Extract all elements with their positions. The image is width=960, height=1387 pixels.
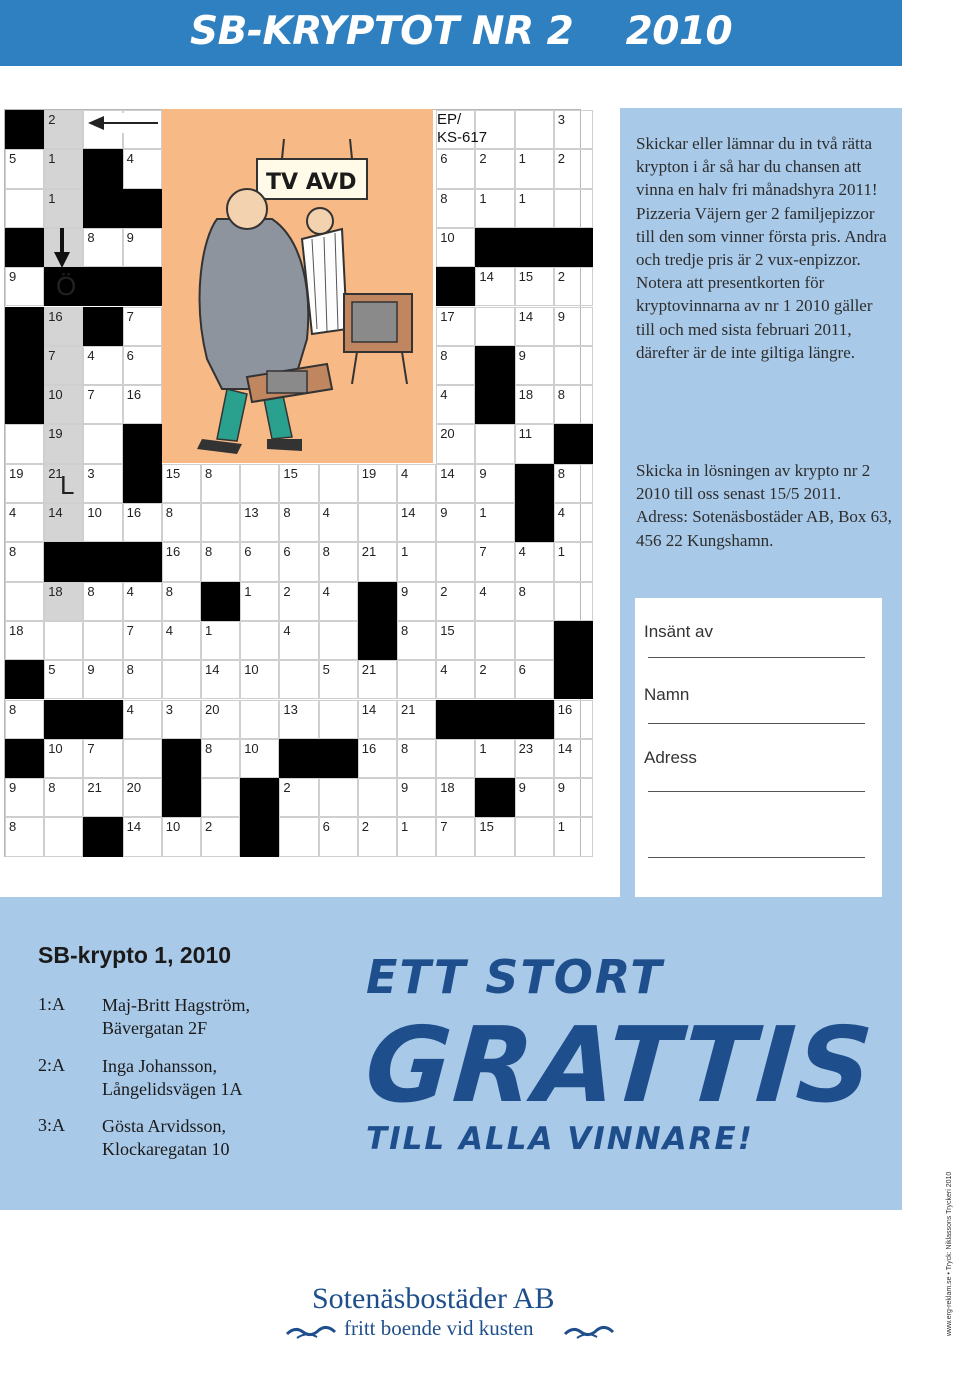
winner-name: Inga Johansson,	[102, 1056, 217, 1076]
hint-letter: Ö	[56, 271, 77, 301]
grid-cell[interactable]: 8	[5, 542, 44, 581]
grid-cell[interactable]: 21	[397, 700, 436, 739]
grid-cell[interactable]: 14	[358, 700, 397, 739]
grid-cell	[123, 424, 162, 463]
address-paragraph: Adress: Sotenäsbostäder AB, Box 63, 456 22 Kungshamn.	[636, 507, 892, 550]
grid-cell[interactable]: 15	[162, 464, 201, 503]
grid-cell[interactable]	[358, 503, 397, 542]
grid-cell	[240, 817, 279, 856]
grid-cell[interactable]: 8	[397, 621, 436, 660]
grid-cell[interactable]: 1	[554, 542, 593, 581]
grid-cell	[123, 542, 162, 581]
grid-cell[interactable]: 4	[554, 503, 593, 542]
grid-cell[interactable]: 21	[44, 464, 83, 503]
grid-cell[interactable]: 4	[123, 582, 162, 621]
grid-cell[interactable]: 4	[475, 582, 514, 621]
grid-cell[interactable]: 6	[515, 660, 554, 699]
grid-cell[interactable]: 8	[83, 582, 122, 621]
grid-cell[interactable]: 16	[554, 700, 593, 739]
grid-cell[interactable]: 3	[83, 464, 122, 503]
grid-cell	[279, 739, 318, 778]
grid-cell	[83, 307, 122, 346]
grid-cell	[123, 267, 162, 306]
winner-entry	[102, 1055, 242, 1101]
grid-cell[interactable]: 21	[358, 660, 397, 699]
congrats-line-2: GRATTIS	[361, 1004, 879, 1126]
grid-cell[interactable]: 2	[201, 817, 240, 856]
grid-cell	[554, 621, 593, 660]
rules-paragraph: Skickar eller lämnar du in två rätta krypton i år så har du chansen att vinna en halv fri månadshyra 2011! Pizzeria Väjern ger 2 familjepizzor till den som vinner första pris. Andra och tredje pris är 2 vux-enpizzor.	[636, 134, 887, 270]
grid-cell[interactable]	[5, 582, 44, 621]
grid-cell[interactable]: 1	[240, 582, 279, 621]
winner-entry	[102, 1115, 229, 1161]
grid-cell[interactable]: 1	[475, 503, 514, 542]
grid-cell[interactable]: 21	[358, 542, 397, 581]
grid-cell	[44, 542, 83, 581]
grid-cell	[83, 817, 122, 856]
grid-cell[interactable]: 8	[436, 189, 475, 228]
grid-cell[interactable]	[201, 778, 240, 817]
salesman-head	[307, 208, 333, 234]
grid-cell[interactable]: 8	[5, 700, 44, 739]
grid-cell	[240, 778, 279, 817]
grid-cell[interactable]: 21	[83, 778, 122, 817]
name-label: Namn	[644, 685, 690, 704]
grid-cell	[5, 385, 44, 424]
grid-cell[interactable]	[436, 739, 475, 778]
grid-cell[interactable]: 4	[319, 582, 358, 621]
grid-cell[interactable]: 14	[201, 660, 240, 699]
grid-cell[interactable]: 1	[44, 149, 83, 188]
grid-cell[interactable]	[554, 582, 593, 621]
grid-cell[interactable]: 2	[279, 582, 318, 621]
grid-cell[interactable]: 4	[123, 149, 162, 188]
address-label: Adress	[644, 748, 697, 767]
grid-cell[interactable]	[319, 700, 358, 739]
grid-cell[interactable]: 9	[475, 464, 514, 503]
grid-cell	[475, 385, 514, 424]
man-head	[227, 189, 267, 229]
arrow-left-icon	[86, 113, 160, 133]
grid-cell	[358, 582, 397, 621]
grid-cell	[515, 228, 554, 267]
grid-cell[interactable]: 6	[319, 817, 358, 856]
grid-cell[interactable]: 4	[279, 621, 318, 660]
winner-entry	[102, 994, 250, 1040]
grid-cell[interactable]: 5	[319, 660, 358, 699]
grid-cell[interactable]: 20	[436, 424, 475, 463]
grid-cell	[436, 700, 475, 739]
grid-cell[interactable]: 14	[515, 307, 554, 346]
sender-label: Insänt av	[644, 622, 713, 641]
grid-cell[interactable]: 8	[123, 660, 162, 699]
grid-cell[interactable]	[83, 424, 122, 463]
grid-cell[interactable]: 14	[397, 503, 436, 542]
grid-cell	[5, 739, 44, 778]
grid-cell	[44, 700, 83, 739]
grid-cell[interactable]	[44, 621, 83, 660]
grid-cell[interactable]: 4	[83, 346, 122, 385]
grid-cell	[436, 267, 475, 306]
grid-cell[interactable]: 9	[5, 778, 44, 817]
grid-cell	[5, 660, 44, 699]
cartoon-illustration	[162, 109, 433, 463]
grid-cell[interactable]: 9	[83, 660, 122, 699]
congrats-line-1: ETT STORT	[366, 950, 664, 1004]
grid-cell[interactable]: 7	[475, 542, 514, 581]
grid-cell	[554, 228, 593, 267]
grid-cell[interactable]: 18	[44, 582, 83, 621]
grid-cell[interactable]: 10	[240, 660, 279, 699]
grid-cell[interactable]: 8	[554, 385, 593, 424]
grid-cell[interactable]	[279, 817, 318, 856]
grid-cell[interactable]: 8	[201, 739, 240, 778]
rules-notice: Notera att presentkorten för kryptovinnarna av nr 1 2010 gäller till och med sista februari 2011, därefter är de inte giltiga längre.	[636, 273, 873, 362]
grid-cell[interactable]: 13	[279, 700, 318, 739]
grid-cell[interactable]: 7	[83, 739, 122, 778]
grid-cell[interactable]: 6	[240, 542, 279, 581]
grid-cell	[123, 189, 162, 228]
code-label: EP/ KS-617	[437, 111, 488, 146]
winner-street: Bävergatan 2F	[102, 1018, 208, 1038]
grid-cell	[5, 110, 44, 149]
company-tagline: fritt boende vid kusten	[344, 1316, 534, 1340]
grid-cell[interactable]: 5	[44, 660, 83, 699]
grid-cell[interactable]: 1	[397, 542, 436, 581]
grid-cell[interactable]: 2	[436, 582, 475, 621]
entry-form	[635, 598, 882, 898]
address-field[interactable]	[648, 791, 865, 792]
grid-cell[interactable]: 7	[123, 307, 162, 346]
rules-section	[636, 132, 892, 364]
grid-cell[interactable]: 9	[436, 503, 475, 542]
winner-name: Gösta Arvidsson,	[102, 1116, 227, 1136]
grid-cell[interactable]	[5, 189, 44, 228]
grid-cell	[475, 228, 514, 267]
grid-cell[interactable]: 2	[358, 817, 397, 856]
grid-cell[interactable]: 16	[162, 542, 201, 581]
grid-cell[interactable]: 8	[5, 817, 44, 856]
grid-cell[interactable]	[319, 621, 358, 660]
grid-cell	[475, 778, 514, 817]
grid-cell[interactable]: 4	[436, 660, 475, 699]
grid-cell[interactable]	[201, 503, 240, 542]
grid-cell[interactable]: 9	[123, 228, 162, 267]
grid-cell[interactable]	[475, 621, 514, 660]
grid-cell[interactable]: 7	[83, 385, 122, 424]
grid-cell[interactable]: 9	[554, 778, 593, 817]
grid-cell[interactable]: 5	[5, 149, 44, 188]
grid-cell[interactable]: 18	[436, 778, 475, 817]
grid-cell[interactable]: 7	[436, 817, 475, 856]
sender-field[interactable]	[648, 657, 865, 658]
grid-cell	[162, 739, 201, 778]
grid-cell[interactable]	[358, 778, 397, 817]
grid-cell[interactable]: 6	[123, 346, 162, 385]
grid-cell[interactable]: 8	[436, 346, 475, 385]
grid-cell	[123, 464, 162, 503]
grid-cell	[83, 189, 122, 228]
grid-cell[interactable]: 4	[515, 542, 554, 581]
grid-cell[interactable]	[5, 424, 44, 463]
grid-cell[interactable]: 4	[162, 621, 201, 660]
grid-cell[interactable]	[554, 189, 593, 228]
grid-cell[interactable]: 16	[358, 739, 397, 778]
grid-cell[interactable]: 20	[201, 700, 240, 739]
grid-cell	[358, 621, 397, 660]
grid-cell	[162, 778, 201, 817]
grid-cell[interactable]: 4	[5, 503, 44, 542]
grid-cell[interactable]	[83, 621, 122, 660]
grid-cell[interactable]: 15	[279, 464, 318, 503]
winner-name: Maj-Britt Hagström,	[102, 995, 250, 1015]
grid-cell[interactable]: 8	[201, 464, 240, 503]
grid-cell	[515, 503, 554, 542]
grid-cell[interactable]: 3	[162, 700, 201, 739]
grid-cell	[5, 307, 44, 346]
grid-cell[interactable]: 4	[436, 385, 475, 424]
grid-cell[interactable]: 2	[554, 149, 593, 188]
grid-cell[interactable]	[319, 778, 358, 817]
grid-cell[interactable]: 23	[515, 739, 554, 778]
grid-cell[interactable]: 7	[44, 346, 83, 385]
grid-cell	[319, 739, 358, 778]
grid-cell[interactable]	[319, 464, 358, 503]
grid-cell[interactable]: 15	[475, 817, 514, 856]
grid-cell	[201, 582, 240, 621]
grid-cell[interactable]	[44, 817, 83, 856]
grid-cell[interactable]: 9	[397, 778, 436, 817]
grid-cell[interactable]: 10	[83, 503, 122, 542]
grid-cell[interactable]: 8	[554, 464, 593, 503]
grid-cell[interactable]: 1	[554, 817, 593, 856]
grid-cell[interactable]	[279, 660, 318, 699]
grid-cell[interactable]: 2	[44, 110, 83, 149]
grid-cell	[554, 424, 593, 463]
grid-cell[interactable]: 10	[44, 385, 83, 424]
grid-cell[interactable]	[515, 817, 554, 856]
hint-letter: L	[60, 470, 75, 500]
grid-cell[interactable]: 3	[554, 110, 593, 149]
tv-sign-text: TV AVD	[266, 170, 357, 195]
grid-cell	[83, 149, 122, 188]
grid-cell[interactable]: 4	[397, 464, 436, 503]
grid-cell[interactable]: 8	[515, 582, 554, 621]
grid-cell[interactable]: 1	[515, 189, 554, 228]
grid-cell[interactable]: 16	[44, 307, 83, 346]
grid-cell[interactable]: 8	[44, 778, 83, 817]
grid-cell[interactable]: 8	[397, 739, 436, 778]
winner-street: Långelidsvägen 1A	[102, 1079, 243, 1099]
congrats-line-3: TILL ALLA VINNARE!	[366, 1121, 754, 1157]
grid-cell[interactable]: 8	[201, 542, 240, 581]
winner-place: 2:A	[38, 1055, 65, 1075]
grid-cell[interactable]: 8	[279, 503, 318, 542]
grid-cell[interactable]: 10	[436, 228, 475, 267]
grid-cell[interactable]: 1	[397, 817, 436, 856]
grid-cell[interactable]: 1	[475, 189, 514, 228]
company-logo-name: Sotenäsbostäder AB	[312, 1282, 555, 1315]
grid-cell[interactable]: 6	[436, 149, 475, 188]
grid-cell[interactable]: 7	[123, 621, 162, 660]
grid-cell	[5, 228, 44, 267]
grid-cell[interactable]: 4	[319, 503, 358, 542]
grid-cell[interactable]	[162, 660, 201, 699]
grid-cell[interactable]: 8	[162, 582, 201, 621]
grid-cell[interactable]: 15	[515, 267, 554, 306]
grid-cell[interactable]: 18	[515, 385, 554, 424]
winners-title: SB-krypto 1, 2010	[38, 942, 232, 968]
grid-cell[interactable]: 9	[397, 582, 436, 621]
grid-cell[interactable]	[475, 307, 514, 346]
grid-cell[interactable]: 9	[5, 267, 44, 306]
winner-place: 1:A	[38, 994, 65, 1014]
grid-cell[interactable]: 6	[279, 542, 318, 581]
grid-cell	[475, 700, 514, 739]
address-field-line-2[interactable]	[648, 857, 865, 858]
winner-place: 3:A	[38, 1115, 65, 1135]
grid-cell[interactable]: 19	[44, 424, 83, 463]
grid-cell[interactable]: 8	[162, 503, 201, 542]
grid-cell[interactable]	[240, 464, 279, 503]
grid-cell[interactable]: 19	[5, 464, 44, 503]
grid-cell[interactable]: 1	[515, 149, 554, 188]
grid-cell[interactable]: 2	[475, 660, 514, 699]
grid-cell[interactable]: 2	[279, 778, 318, 817]
grid-cell[interactable]: 9	[515, 346, 554, 385]
grid-cell[interactable]: 9	[515, 778, 554, 817]
grid-cell[interactable]: 9	[554, 307, 593, 346]
grid-cell[interactable]: 10	[240, 739, 279, 778]
grid-cell[interactable]	[436, 542, 475, 581]
grid-cell	[83, 542, 122, 581]
grid-cell[interactable]: 17	[436, 307, 475, 346]
grid-cell[interactable]: 16	[123, 385, 162, 424]
send-instructions	[636, 459, 892, 552]
grid-cell[interactable]: 15	[436, 621, 475, 660]
grid-cell[interactable]: 8	[83, 228, 122, 267]
name-field[interactable]	[648, 723, 865, 724]
grid-cell[interactable]: 13	[240, 503, 279, 542]
cartoon-drawing	[162, 109, 433, 463]
grid-cell[interactable]: 19	[358, 464, 397, 503]
grid-cell[interactable]: 11	[515, 424, 554, 463]
grid-cell[interactable]: 14	[436, 464, 475, 503]
grid-cell[interactable]: 16	[123, 503, 162, 542]
send-paragraph: Skicka in lösningen av krypto nr 2 2010 till oss senast 15/5 2011.	[636, 461, 871, 504]
grid-cell[interactable]: 1	[475, 739, 514, 778]
grid-cell	[83, 267, 122, 306]
grid-cell	[83, 700, 122, 739]
header-banner	[0, 0, 902, 66]
man-coat	[200, 219, 309, 389]
grid-cell	[554, 660, 593, 699]
grid-cell[interactable]: 20	[123, 778, 162, 817]
grid-cell[interactable]	[397, 660, 436, 699]
grid-cell[interactable]	[475, 424, 514, 463]
grid-cell[interactable]	[515, 110, 554, 149]
grid-cell[interactable]: 10	[162, 817, 201, 856]
grid-cell[interactable]: 8	[319, 542, 358, 581]
grid-cell[interactable]: 2	[475, 149, 514, 188]
grid-cell[interactable]: 14	[123, 817, 162, 856]
print-credit: www.erg-reklam.se • Tryck: Niklassons Tryckeri 2010	[946, 1171, 953, 1336]
arrow-down-icon	[52, 228, 72, 270]
grid-cell[interactable]: 4	[123, 700, 162, 739]
grid-cell[interactable]: 14	[554, 739, 593, 778]
grid-cell	[475, 346, 514, 385]
page-title: SB-KRYPTOT NR 2 2010	[190, 9, 733, 54]
grid-cell	[515, 700, 554, 739]
grid-cell[interactable]: 1	[44, 189, 83, 228]
grid-cell[interactable]: 10	[44, 739, 83, 778]
grid-cell	[5, 346, 44, 385]
grid-cell[interactable]	[515, 621, 554, 660]
grid-cell[interactable]: 2	[554, 267, 593, 306]
grid-cell[interactable]: 14	[44, 503, 83, 542]
grid-cell[interactable]	[240, 700, 279, 739]
grid-cell[interactable]: 18	[5, 621, 44, 660]
grid-cell[interactable]	[123, 739, 162, 778]
grid-cell[interactable]: 1	[201, 621, 240, 660]
grid-cell[interactable]	[240, 621, 279, 660]
grid-cell[interactable]	[554, 346, 593, 385]
grid-cell[interactable]: 14	[475, 267, 514, 306]
grid-cell	[515, 464, 554, 503]
winner-street: Klockaregatan 10	[102, 1139, 230, 1159]
